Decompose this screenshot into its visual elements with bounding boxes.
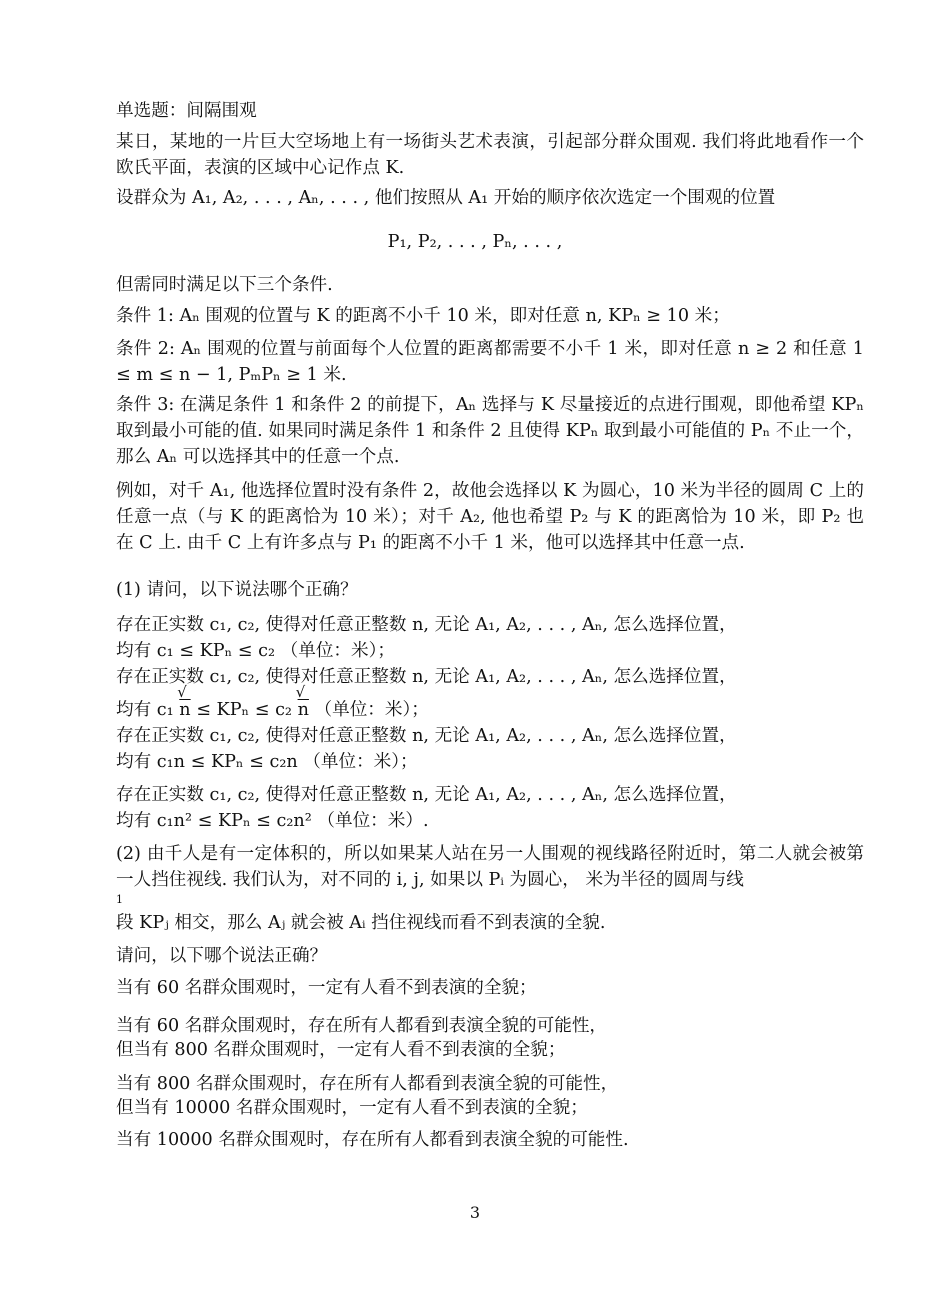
- conditions-intro: 但需同时满足以下三个条件.: [116, 275, 333, 295]
- sqrt-n-1: √ n: [177, 683, 191, 720]
- option-b-end: （单位：米）；: [314, 700, 429, 720]
- positions-formula: P₁, P₂, . . . , Pₙ, . . . ,: [387, 232, 563, 252]
- condition-2: 条件 2: Aₙ 围观的位置与前面每个人位置的距离都需要不小千 1 米，即对任意 n ≥ 2 和任意 1 ≤ m ≤ n − 1, PₘPₙ ≥ 1 米.: [116, 339, 864, 385]
- option-b-start: 均有 c₁: [116, 700, 174, 720]
- option-2-c-line-1: 当有 800 名群众围观时，存在所有人都看到表演全貌的可能性，: [116, 1074, 619, 1094]
- option-2-b-line-1: 当有 60 名群众围观时，存在所有人都看到表演全貌的可能性，: [116, 1016, 608, 1036]
- question-2-ask: 请问，以下哪个说法正确？: [116, 946, 328, 966]
- condition-1: 条件 1: Aₙ 围观的位置与 K 的距离不小千 10 米，即对任意 n, KPₙ ≥ 10 米；: [116, 306, 730, 326]
- question-1: (1) 请问，以下说法哪个正确？: [116, 580, 358, 600]
- question-2: (2) 由千人是有一定体积的，所以如果某人站在另一人围观的视线路径附近时，第二人就会被第一人挡住视线. 我们认为，对不同的 i, j, 如果以 Pᵢ 为圆心， 米为半径的圆周与线: [116, 844, 864, 890]
- example-paragraph: 例如，对千 A₁, 他选择位置时没有条件 2，故他会选择以 K 为圆心，10 米为半径的圆周 C 上的任意一点（与 K 的距离恰为 10 米）；对千 A₂, 他也希望 P₂ 与 K 的距离恰为 10 米，即 P₂ 也在 C 上. 由千 C 上有许多点与 P₁ 的距离不小千 1 米，他可以选择其中任意一点.: [116, 481, 864, 553]
- option-a-prefix: 存在正实数 c₁, c₂, 使得对任意正整数 n, 无论 A₁, A₂, . . . , Aₙ, 怎么选择位置，: [116, 615, 737, 635]
- option-d-prefix: 存在正实数 c₁, c₂, 使得对任意正整数 n, 无论 A₁, A₂, . . . , Aₙ, 怎么选择位置，: [116, 785, 737, 805]
- option-2-c-line-2: 但当有 10000 名群众围观时，一定有人看不到表演的全貌；: [116, 1098, 588, 1118]
- question-2-fraction: 1: [116, 893, 123, 906]
- page-number: 3: [469, 1203, 481, 1222]
- option-2-a: 当有 60 名群众围观时，一定有人看不到表演的全貌；: [116, 978, 537, 998]
- question-2-line-2: 段 KPⱼ 相交，那么 Aⱼ 就会被 Aᵢ 挡住视线而看不到表演的全貌.: [116, 913, 606, 933]
- setup-paragraph: 设群众为 A₁, A₂, . . . , Aₙ, . . . , 他们按照从 A₁ 开始的顺序依次选定一个围观的位置: [116, 188, 776, 208]
- intro-paragraph: 某日，某地的一片巨大空场地上有一场街头艺术表演，引起部分群众围观. 我们将此地看作一个欧氏平面，表演的区域中心记作点 K.: [116, 132, 864, 178]
- option-a: 均有 c₁ ≤ KPₙ ≤ c₂ （单位：米）；: [116, 641, 395, 661]
- option-b-prefix: 存在正实数 c₁, c₂, 使得对任意正整数 n, 无论 A₁, A₂, . . . , Aₙ, 怎么选择位置，: [116, 667, 737, 687]
- option-c: 均有 c₁n ≤ KPₙ ≤ c₂n （单位：米）；: [116, 752, 418, 772]
- option-2-d: 当有 10000 名群众围观时，存在所有人都看到表演全貌的可能性.: [116, 1130, 629, 1150]
- condition-3: 条件 3: 在满足条件 1 和条件 2 的前提下，Aₙ 选择与 K 尽量接近的点进行围观，即他希望 KPₙ 取到最小可能的值. 如果同时满足条件 1 和条件 2 且使得 KPₙ 取到最小可能值的 Pₙ 不止一个，那么 Aₙ 可以选择其中的任意一个点.: [116, 395, 864, 467]
- option-b: [116, 683, 864, 723]
- sqrt-n-2: √ n: [295, 683, 309, 720]
- option-d: 均有 c₁n² ≤ KPₙ ≤ c₂n² （单位：米）.: [116, 811, 429, 831]
- option-2-b-line-2: 但当有 800 名群众围观时，一定有人看不到表演的全貌；: [116, 1040, 566, 1060]
- option-b-middle: ≤ KPₙ ≤ c₂: [196, 700, 292, 720]
- option-c-prefix: 存在正实数 c₁, c₂, 使得对任意正整数 n, 无论 A₁, A₂, . . . , Aₙ, 怎么选择位置，: [116, 726, 737, 746]
- document-title: 单选题：间隔围观: [116, 101, 257, 121]
